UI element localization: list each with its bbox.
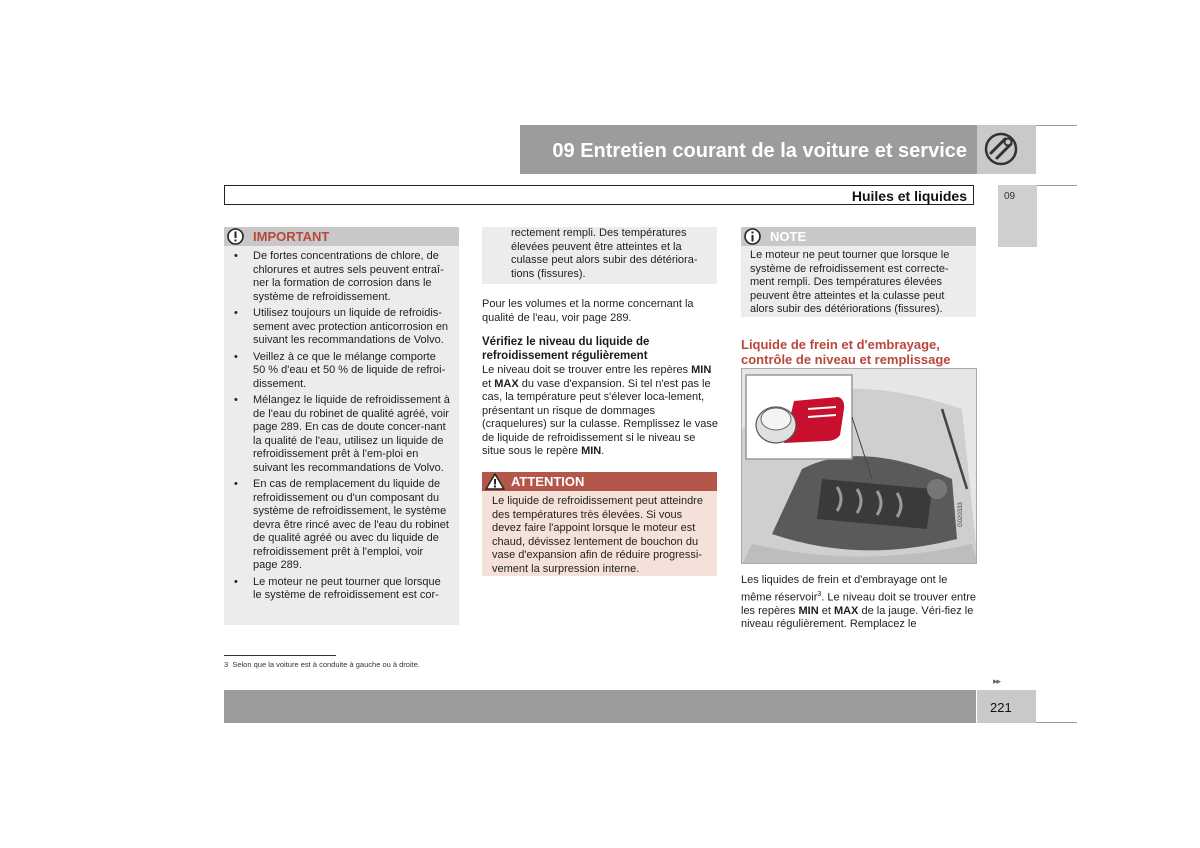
max-mark: MAX xyxy=(494,377,519,390)
list-item: • En cas de remplacement du liquide de refroidissement ou d'un composant du système de refroidissement, le système devra être rincé avec de l'eau du robinet de qualité agréé ou avec du liquide de refroidissement prêt à l'emploi, voir page 289. xyxy=(224,478,450,573)
footnote xyxy=(224,660,420,669)
list-item: • Le moteur ne peut tourner que lorsque le système de refroidissement est cor- xyxy=(224,576,450,603)
footnote-number: 3 xyxy=(224,660,229,669)
chapter-icon-box xyxy=(977,125,1036,174)
chapter-title: 09 Entretien courant de la voiture et service xyxy=(552,140,967,162)
important-header xyxy=(224,227,459,246)
attention-box xyxy=(482,472,717,576)
header-rule xyxy=(1036,125,1077,126)
footnote-text: Selon que la voiture est à conduite à gauche ou à droite. xyxy=(232,660,420,669)
attention-title: ATTENTION xyxy=(511,474,585,489)
volume-paragraph: Pour les volumes et la norme concernant la qualité de l'eau, voir page 289. xyxy=(482,298,694,324)
brake-fluid-paragraph xyxy=(741,574,977,632)
check-level-paragraph xyxy=(482,364,718,459)
note-header xyxy=(741,227,976,246)
attention-text: Le liquide de refroidissement peut atteindre des températures très élevées. Si vous devez faire l'appoint lorsque le moteur est chaud, dévissez lentement de bouchon du vase d'expansion afin de réduire progressi-vement la surpression interne. xyxy=(492,495,703,575)
warning-circle-icon xyxy=(226,227,245,246)
section-title: Huiles et liquides xyxy=(851,188,967,204)
important-continuation xyxy=(482,227,717,284)
attention-header xyxy=(482,472,717,491)
brake-fluid-heading: Liquide de frein et d'embrayage, contrôle de niveau et remplissage xyxy=(741,337,951,367)
chapter-tab-number: 09 xyxy=(1004,191,1016,202)
important-box xyxy=(224,227,459,625)
footnote-ref: 3 xyxy=(817,590,822,598)
min-mark: MIN xyxy=(798,604,819,617)
important-title: IMPORTANT xyxy=(253,229,330,244)
text-run: du vase d'expansion. Si tel n'est pas le cas, la température peut s'élever loca-lement, présentant un risque de dommages (craquelures) sur la culasse. Remplissez le vase de liquide de refroidissement si le niveau se situe sous le repère xyxy=(482,377,718,457)
text-run: et xyxy=(482,377,495,390)
list-item: • De fortes concentrations de chlore, de chlorures et autres sels peuvent entraî-ner la formation de corrosion dans le système de refroidissement. xyxy=(224,250,450,304)
text-run: . Le niveau doit se trouver entre les repères xyxy=(741,591,977,617)
text-run: . xyxy=(601,445,605,457)
engine-bay-image xyxy=(742,369,977,564)
check-level-heading: Vérifiez le niveau du liquide de refroidissement régulièrement xyxy=(482,336,650,362)
page-number: 221 xyxy=(990,700,1012,715)
image-code: G020333 xyxy=(958,502,964,527)
note-title: NOTE xyxy=(770,229,807,244)
footnote-rule xyxy=(224,655,336,656)
max-mark: MAX xyxy=(833,604,859,617)
warning-triangle-icon xyxy=(484,472,506,491)
wrench-icon xyxy=(977,125,1036,174)
footer-rule xyxy=(1036,722,1077,723)
text-run: de la jauge. Véri-fiez le niveau régulièrement. Remplacez le xyxy=(741,604,974,631)
note-box xyxy=(741,227,976,317)
list-item: • Mélangez le liquide de refroidissement à de l'eau du robinet de qualité agréé, voir page 289. En cas de doute concer-nant la qualité de l'eau, utilisez un liquide de refroidissement prêt à l'em-ploi en suivant les recommandations de Volvo. xyxy=(224,394,450,475)
important-list xyxy=(224,250,450,603)
text-run: Le niveau doit se trouver entre les repères xyxy=(482,364,692,376)
engine-bay-illustration xyxy=(741,368,977,564)
text-run: Les liquides de frein et d'embrayage ont le même réservoir xyxy=(741,574,948,604)
text-run: et xyxy=(818,604,834,617)
min-mark: MIN xyxy=(581,445,602,457)
info-circle-icon xyxy=(743,227,762,246)
continuation-text: rectement rempli. Des températures élevées peuvent être atteintes et la culasse peut alors subir des détériora-tions (fissures). xyxy=(511,227,698,280)
footer-band xyxy=(224,690,876,723)
min-mark: MIN xyxy=(691,364,712,376)
list-item: • Utilisez toujours un liquide de refroidis-sement avec protection anticorrosion en suivant les recommandations de Volvo. xyxy=(224,307,450,348)
footer-band-right xyxy=(876,690,976,723)
side-rule xyxy=(1037,185,1077,186)
note-text: Le moteur ne peut tourner que lorsque le système de refroidissement est correcte-ment rempli. Des températures élevées peuvent être atteintes et la culasse peut alors subir des détériorations (fissures). xyxy=(750,249,950,315)
continue-arrows: ▸▸ xyxy=(993,676,1001,686)
list-item: • Veillez à ce que le mélange comporte 50 % d'eau et 50 % de liquide de refroi-dissement. xyxy=(224,351,450,392)
